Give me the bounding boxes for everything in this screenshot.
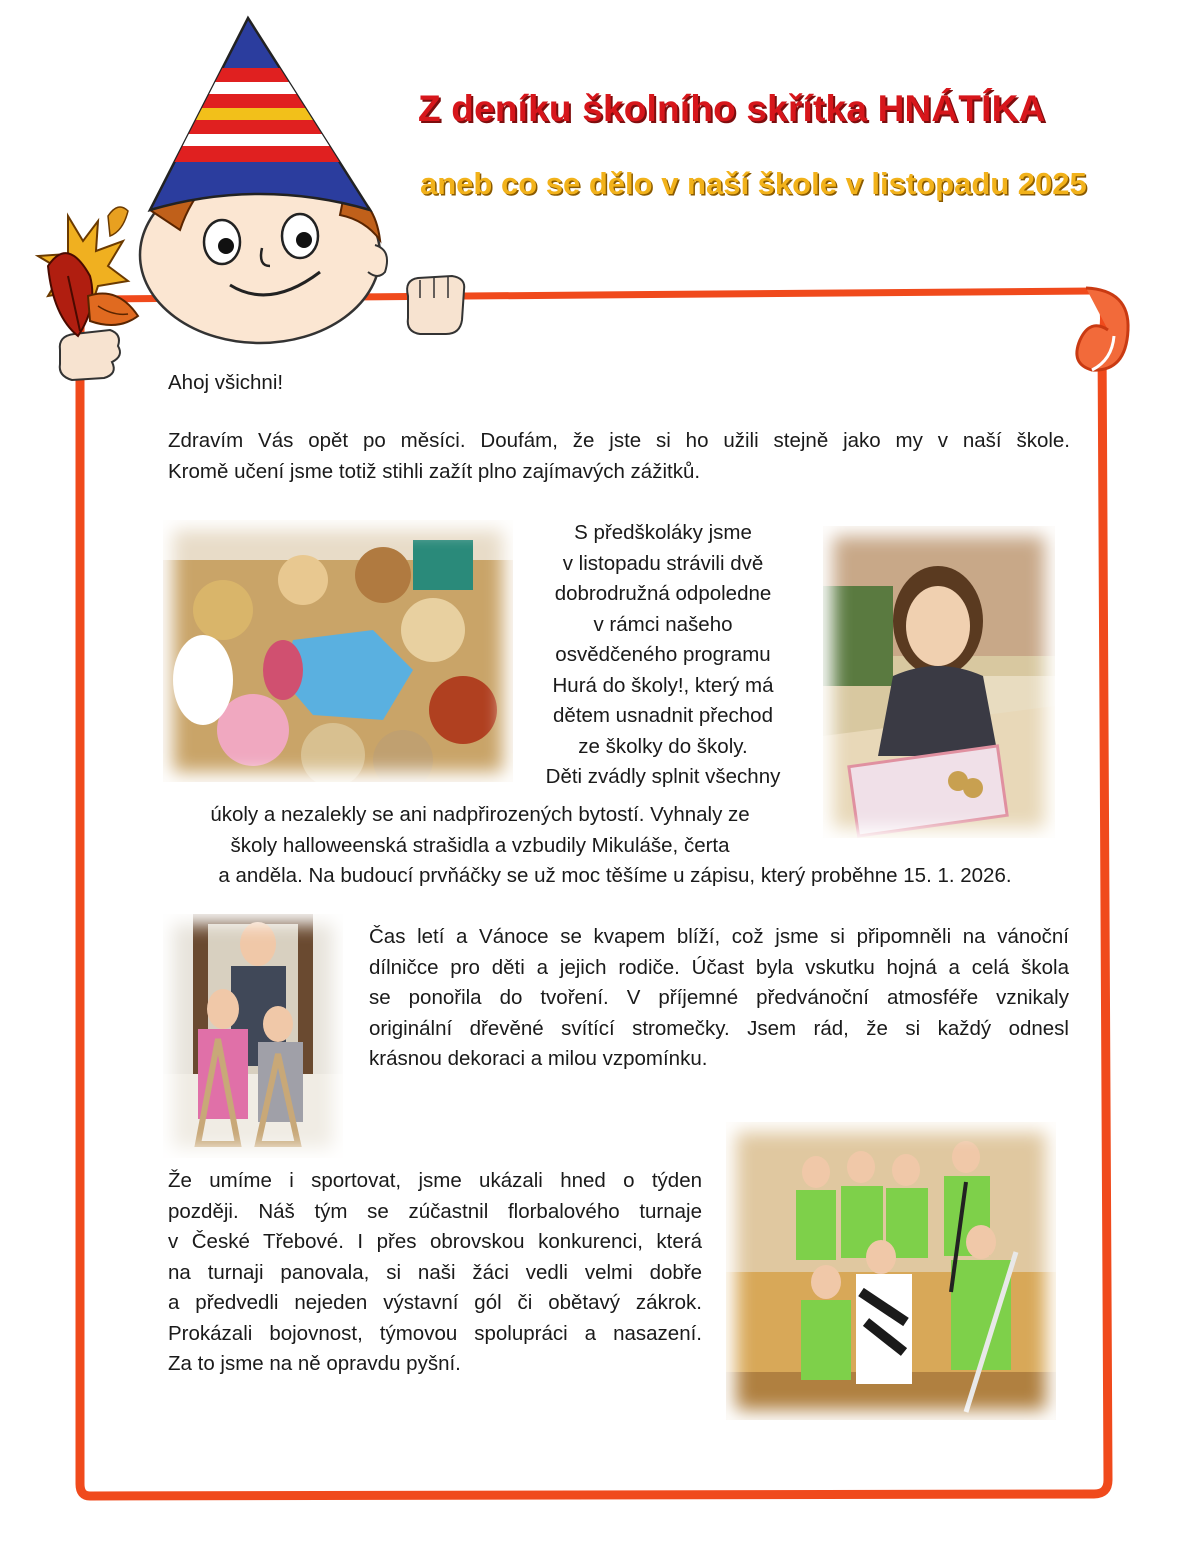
christmas-line: se ponořila do tvoření. V příjemné předvánoční atmosféře vznikaly bbox=[369, 986, 1069, 1009]
preschool-paragraph-mid bbox=[160, 800, 800, 861]
preschool-line: Děti zvádly splnit všechny bbox=[545, 765, 781, 788]
preschool-line: ze školky do školy. bbox=[578, 734, 748, 758]
christmas-line: dílničce pro děti a jejich rodiče. Účast byla vskutku hojná a celá škola bbox=[369, 955, 1069, 979]
preschool-line: S předškoláky jsme bbox=[574, 521, 752, 544]
sport-line: později. Náš tým se zúčastnil florbalového turnaje bbox=[168, 1199, 702, 1223]
sport-line: na turnaji panovala, si naši žáci vedli velmi dobře bbox=[168, 1260, 702, 1284]
photo-christmas-workshop bbox=[163, 914, 343, 1158]
page-title: Z deníku školního skřítka HNÁTÍKA bbox=[418, 88, 1046, 129]
preschool-line: úkoly a nezalekly se ani nadpřirozených bytostí. Vyhnaly ze bbox=[210, 803, 750, 826]
preschool-paragraph-top bbox=[520, 518, 806, 793]
preschool-line: a anděla. Na budoucí prvňáčky se už moc těšíme u zápisu, který proběhne 15. 1. 2026. bbox=[218, 864, 1012, 887]
photo-floorball-team bbox=[726, 1122, 1056, 1420]
preschool-line: osvědčeného programu bbox=[555, 643, 771, 666]
sport-line: a předvedli nejeden výstavní gól či obětavý zákrok. bbox=[168, 1291, 702, 1314]
sport-line: v České Třebové. I přes obrovskou konkurenci, která bbox=[168, 1230, 702, 1253]
sport-paragraph bbox=[168, 1166, 702, 1380]
preschool-line: školy halloweenská strašidla a vzbudily Mikuláše, čerta bbox=[230, 833, 730, 857]
sport-line: Že umíme i sportovat, jsme ukázali hned o týden bbox=[168, 1169, 702, 1192]
intro-paragraph bbox=[168, 426, 1070, 487]
page-subtitle: aneb co se dělo v naší škole v listopadu 2025 bbox=[420, 166, 1087, 201]
sport-line: Za to jsme na ně opravdu pyšní. bbox=[168, 1352, 461, 1375]
intro-line: Kromě učení jsme totiž stihli zažít plno zajímavých zážitků. bbox=[168, 459, 701, 483]
preschool-line: dobrodružná odpoledne bbox=[554, 582, 772, 605]
christmas-line: originální dřevěné svítící stromečky. Jsem rád, že si každý odnesl bbox=[369, 1016, 1069, 1040]
preschool-line: v rámci našeho bbox=[593, 612, 733, 636]
christmas-line: krásnou dekoraci a milou vzpomínku. bbox=[369, 1047, 708, 1070]
gnome-mascot-icon bbox=[130, 10, 410, 350]
preschool-line: dětem usnadnit přechod bbox=[553, 704, 773, 727]
preschool-line: v listopadu strávili dvě bbox=[562, 551, 764, 575]
greeting: Ahoj všichni! bbox=[168, 371, 284, 394]
preschool-paragraph-bottom bbox=[160, 861, 1070, 892]
intro-line: Zdravím Vás opět po měsíci. Doufám, že jste si ho užili stejně jako my v naší škole. bbox=[168, 429, 1070, 452]
photo-girl-at-desk bbox=[823, 526, 1055, 838]
sport-line: Prokázali bojovnost, týmovou spolupráci a nasazení. bbox=[168, 1321, 702, 1345]
photo-preschool-game bbox=[163, 520, 513, 782]
preschool-line: Hurá do školy!, který má bbox=[552, 673, 774, 697]
christmas-line: Čas letí a Vánoce se kvapem blíží, což jsme si připomněli na vánoční bbox=[369, 925, 1069, 948]
christmas-paragraph bbox=[369, 922, 1069, 1075]
